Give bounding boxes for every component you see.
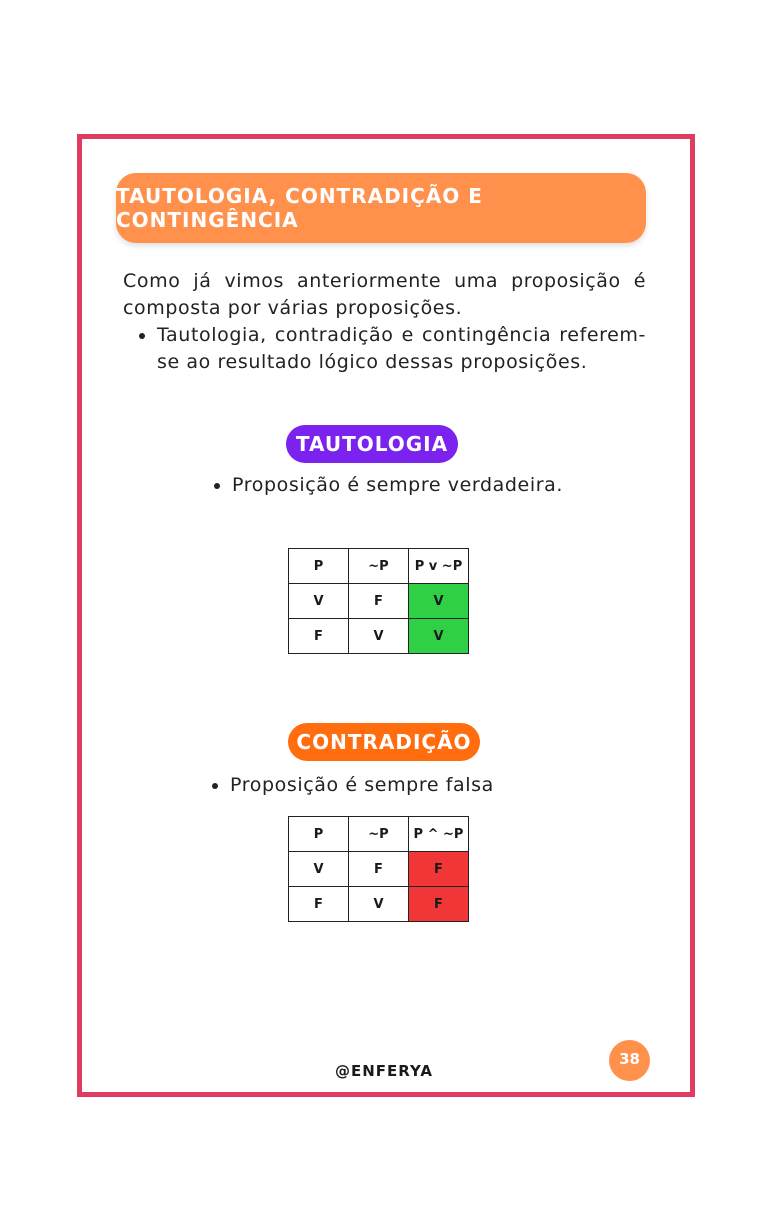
table-header-cell: ~P — [349, 549, 409, 584]
tautologia-truth-table — [288, 548, 469, 654]
table-cell: F — [289, 887, 349, 922]
table-cell: F — [349, 584, 409, 619]
tautologia-label: TAUTOLOGIA — [295, 432, 449, 456]
table-cell: V — [349, 619, 409, 654]
table-row — [289, 852, 469, 887]
table-result-cell: V — [409, 619, 469, 654]
contradicao-bullet: • Proposição é sempre falsa — [230, 771, 606, 800]
contradicao-description — [206, 771, 606, 800]
banner-title: TAUTOLOGIA, CONTRADIÇÃO E CONTINGÊNCIA — [116, 184, 483, 232]
section-banner — [116, 173, 646, 243]
table-cell: V — [349, 887, 409, 922]
tautologia-bullet: • Proposição é sempre verdadeira. — [232, 471, 568, 500]
table-header-cell: P ^ ~P — [409, 817, 469, 852]
intro-bullet: • Tautologia, contradição e contingência referem-se ao resultado lógico dessas proposições. — [157, 322, 646, 376]
table-header-row — [289, 549, 469, 584]
table-result-cell: V — [409, 584, 469, 619]
contradicao-pill — [288, 723, 480, 761]
intro-text — [123, 268, 646, 376]
contradicao-truth-table — [288, 816, 469, 922]
tautologia-description — [208, 471, 568, 500]
table-cell: V — [289, 852, 349, 887]
table-row — [289, 887, 469, 922]
footer-handle: @ENFERYA — [334, 1062, 434, 1080]
table-header-cell: ~P — [349, 817, 409, 852]
intro-bullet-list — [123, 322, 646, 376]
table-result-cell: F — [409, 852, 469, 887]
page-number-badge: 38 — [609, 1040, 650, 1081]
table-cell: F — [349, 852, 409, 887]
tautologia-pill — [286, 425, 458, 463]
table-header-cell: P — [289, 817, 349, 852]
contradicao-bullet-list — [206, 771, 606, 800]
table-header-cell: P — [289, 549, 349, 584]
table-header-row — [289, 817, 469, 852]
tautologia-bullet-list — [208, 471, 568, 500]
table-header-cell: P v ~P — [409, 549, 469, 584]
table-row — [289, 619, 469, 654]
table-cell: F — [289, 619, 349, 654]
table-cell: V — [289, 584, 349, 619]
contradicao-label: CONTRADIÇÃO — [296, 730, 472, 754]
table-row — [289, 584, 469, 619]
intro-paragraph: Como já vimos anteriormente uma proposição é composta por várias proposições. — [123, 270, 646, 319]
table-result-cell: F — [409, 887, 469, 922]
